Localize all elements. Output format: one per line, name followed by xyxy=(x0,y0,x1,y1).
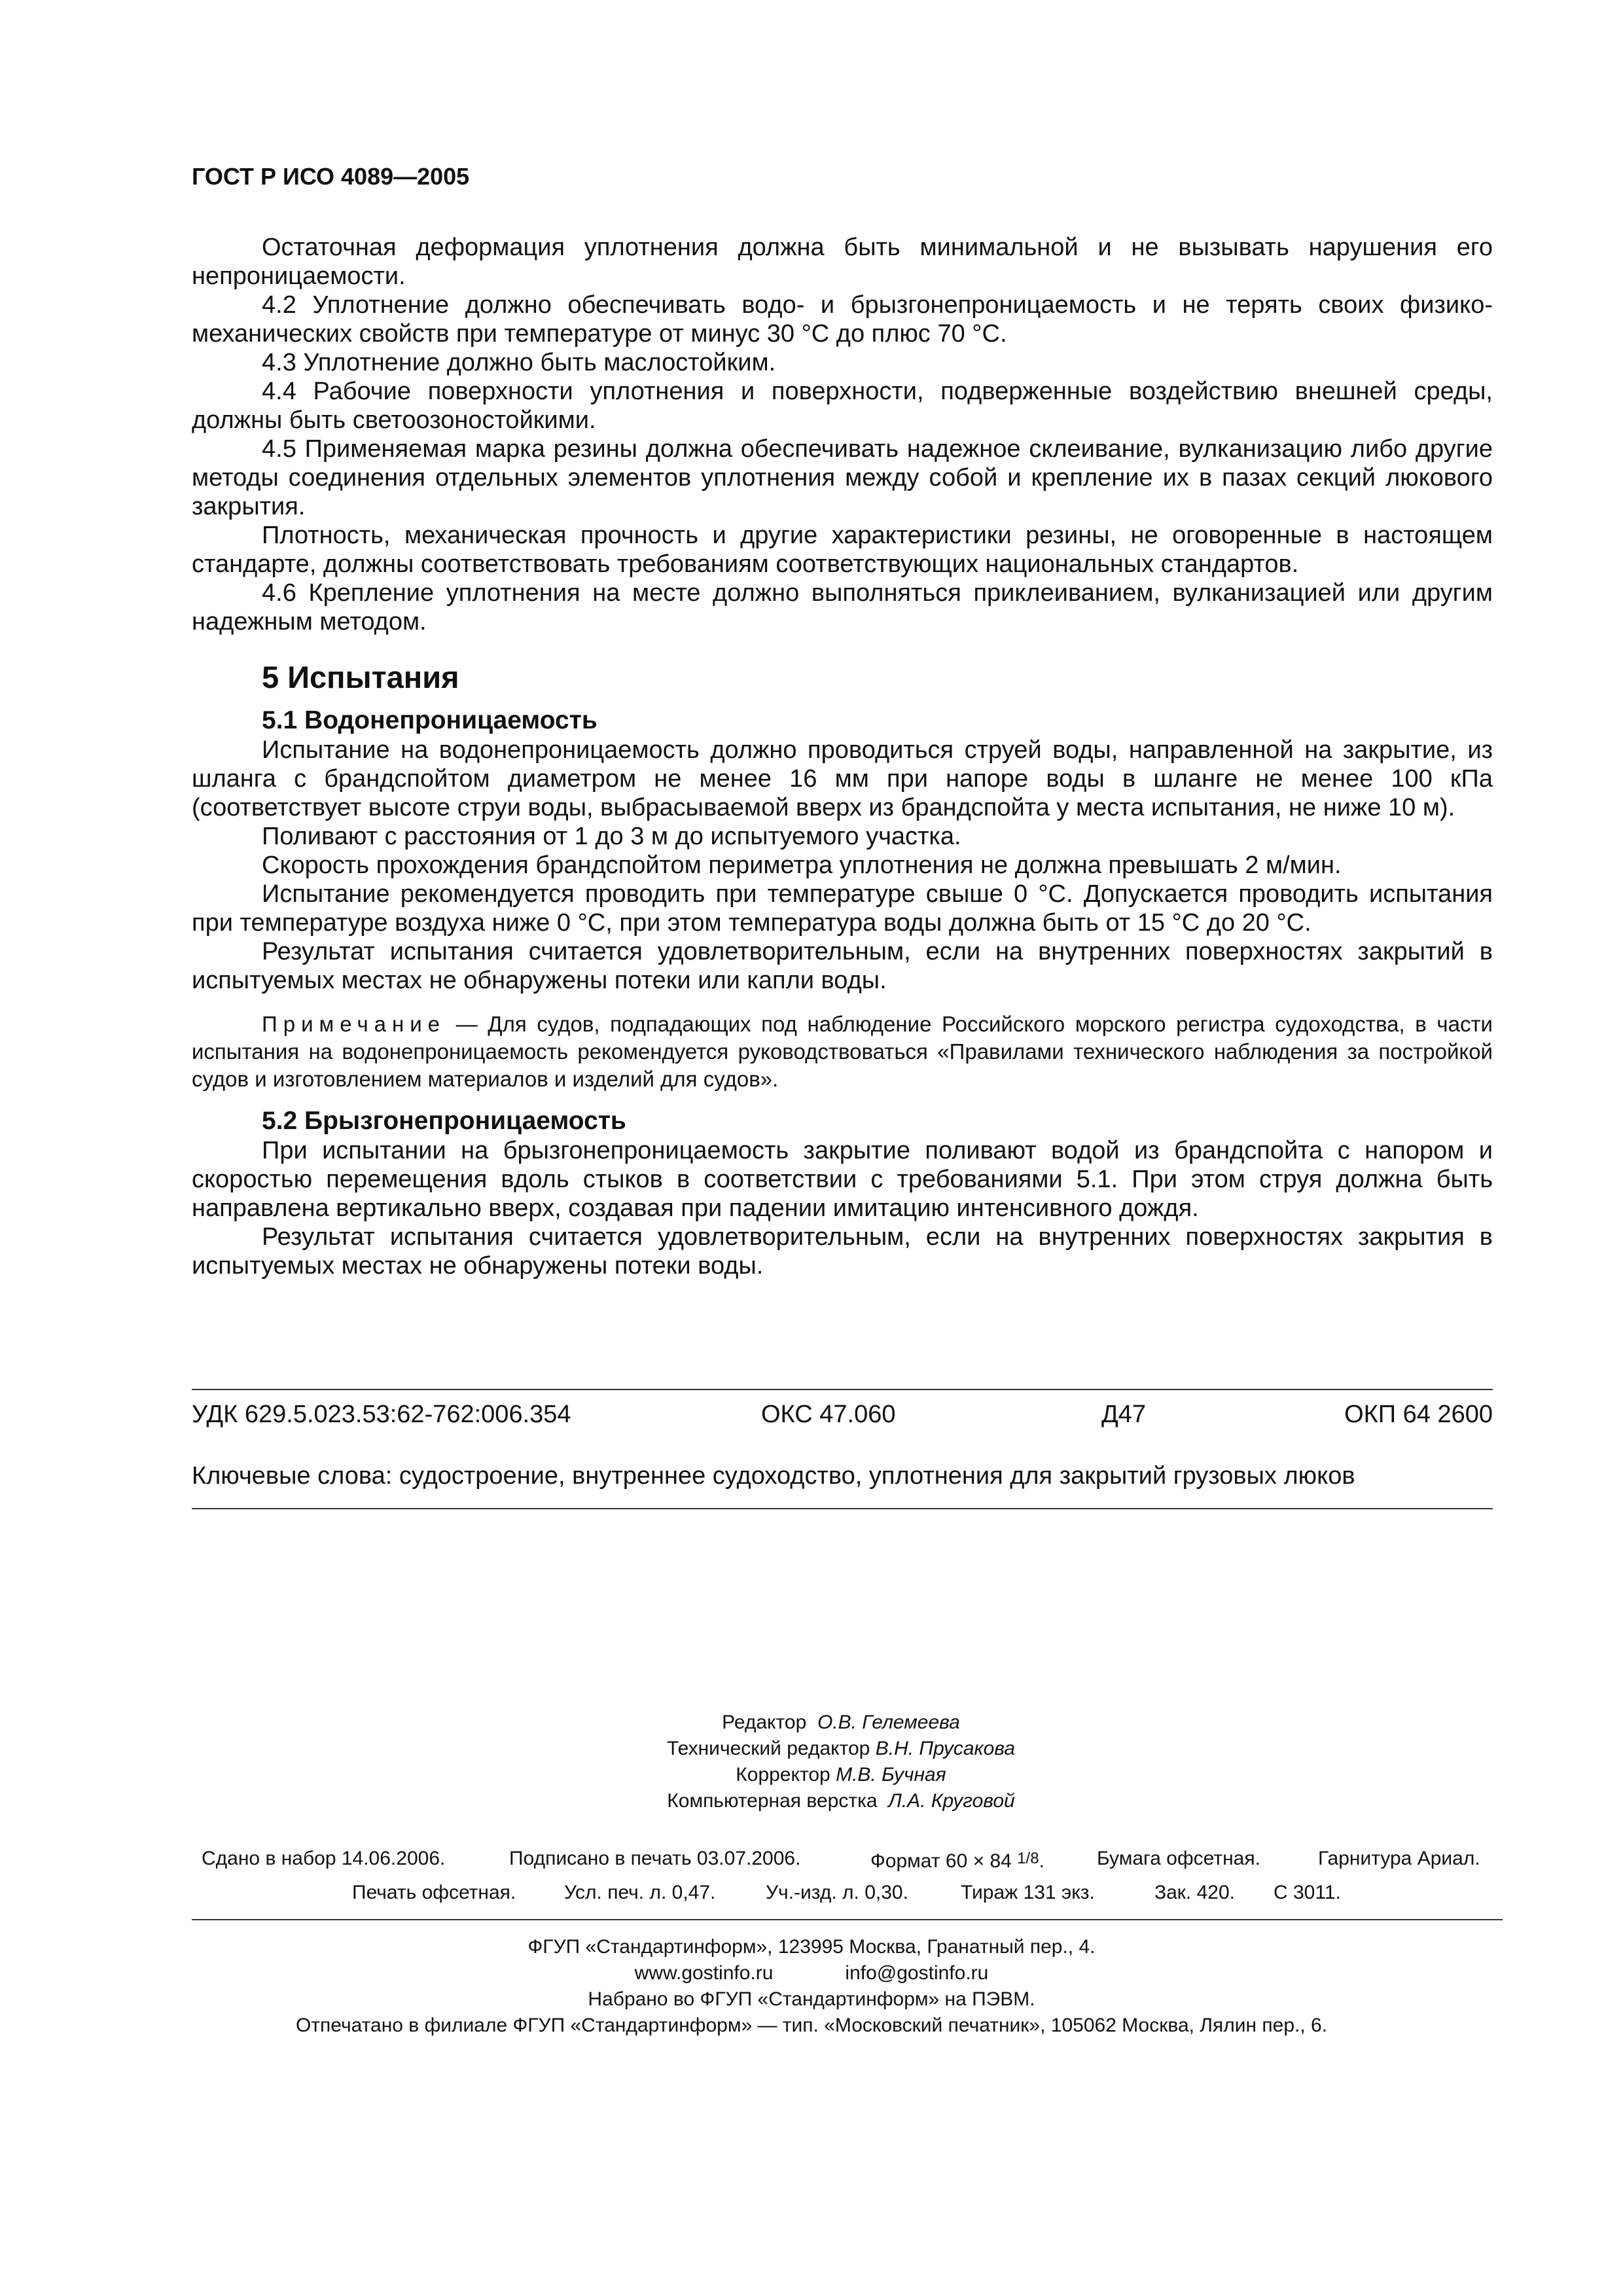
credit-corrector: Корректор М.В. Бучная xyxy=(736,1764,946,1785)
publisher-contacts xyxy=(0,1960,1623,1986)
subsection-5-1-title: 5.1 Водонепроницаемость xyxy=(262,706,597,734)
imprint-typeface: Гарнитура Ариал. xyxy=(1318,1848,1480,1869)
paragraph-5-1-speed: Скорость прохождения брандспойтом периметра уплотнения не должна превышать 2 м/мин. xyxy=(262,852,1342,879)
imprint-block xyxy=(0,1846,1623,1914)
paragraph-4-2: 4.2 Уплотнение должно обеспечивать водо- и брызгонепроницаемость и не терять своих физико-механических свойств при температуре от минус 30 °С до плюс 70 °С. xyxy=(192,291,1493,348)
note-label: Примечание xyxy=(262,1012,446,1036)
section-5-title: 5 Испытания xyxy=(262,660,459,694)
imprint-line-2 xyxy=(0,1880,1623,1914)
credit-editor: Редактор О.В. Гелемеева xyxy=(722,1712,960,1733)
paragraph-4-5: 4.5 Применяемая марка резины должна обеспечивать надежное склеивание, вулканизацию либо другие методы соединения отдельных элементов уплотнения между собой и крепление их в пазах секций люкового закрытия. xyxy=(192,435,1493,520)
udk-code: УДК 629.5.023.53:62-762:006.354 xyxy=(192,1401,571,1428)
paragraph-5-2-test-method: При испытании на брызгонепроницаемость закрытие поливают водой из брандспойта с напором и скоростью перемещения вдоль стыков в соответствии с требованиями 5.1. При этом струя должна быть направлена вертикально вверх, создавая при падении имитацию интенсивного дождя. xyxy=(192,1137,1493,1222)
d-code: Д47 xyxy=(1101,1401,1147,1428)
imprint-signed: Подписано в печать 03.07.2006. xyxy=(509,1848,801,1869)
credits-block xyxy=(0,1710,1623,1814)
note xyxy=(192,1011,1493,1093)
imprint-bottom-rule xyxy=(192,1919,1503,1920)
okp-code: ОКП 64 2600 xyxy=(1344,1401,1493,1428)
imprint-usl: Усл. печ. л. 0,47. xyxy=(564,1882,716,1903)
publisher-typeset: Набрано во ФГУП «Стандартинформ» на ПЭВМ. xyxy=(588,1988,1035,2010)
keywords-line: Ключевые слова: судостроение, внутреннее судоходство, уплотнения для закрытий грузовых люков xyxy=(192,1462,1355,1490)
paragraph-4-6: 4.6 Крепление уплотнения на месте должно выполняться приклеиванием, вулканизацией или другим надежным методом. xyxy=(192,579,1493,636)
imprint-format: Формат 60 × 84 $^{1/8}$. xyxy=(870,1850,1044,1872)
imprint-line-1 xyxy=(0,1846,1623,1880)
publisher-email-link[interactable]: info@gostinfo.ru xyxy=(845,1962,989,1984)
publisher-address: ФГУП «Стандартинформ», 123995 Москва, Гранатный пер., 4. xyxy=(527,1936,1096,1958)
page-header-standard-id: ГОСТ Р ИСО 4089—2005 xyxy=(192,163,470,190)
oks-code: ОКС 47.060 xyxy=(761,1401,896,1428)
publisher-block xyxy=(0,1934,1623,2039)
paragraph-4-4: 4.4 Рабочие поверхности уплотнения и поверхности, подверженные воздействию внешней среды, должны быть светоозоностойкими. xyxy=(192,378,1493,434)
paragraph-4-3: 4.3 Уплотнение должно быть маслостойким. xyxy=(262,349,776,376)
note-text: — Для судов, подпадающих под наблюдение Российского морского регистра судоходства, в части испытания на водонепроницаемость рекомендуется руководствоваться «Правилами технического наблюдения за постройкой судов и изготовлением материалов и изделий для судов». xyxy=(192,1012,1493,1091)
paragraph-5-2-result: Результат испытания считается удовлетворительным, если на внутренних поверхностях закрытия в испытуемых местах не обнаружены потеки воды. xyxy=(192,1223,1493,1280)
paragraph-5-1-result: Результат испытания считается удовлетворительным, если на внутренних поверхностях закрытий в испытуемых местах не обнаружены потеки или капли воды. xyxy=(192,938,1493,994)
imprint-tirazh: Тираж 131 экз. xyxy=(961,1882,1095,1903)
publisher-website-link[interactable]: www.gostinfo.ru xyxy=(634,1962,774,1984)
paragraph-5-1-distance: Поливают с расстояния от 1 до 3 м до испытуемого участка. xyxy=(262,823,961,850)
paragraph-5-1-temperature: Испытание рекомендуется проводить при температуре свыше 0 °С. Допускается проводить испытания при температуре воздуха ниже 0 °С, при этом температура воды должна быть от 15 °С до 20 °С. xyxy=(192,880,1493,937)
classification-top-rule xyxy=(192,1389,1493,1390)
publisher-printed: Отпечатано в филиале ФГУП «Стандартинформ» — тип. «Московский печатник», 105062 Москва, Лялин пер., 6. xyxy=(295,2015,1328,2036)
imprint-c: С 3011. xyxy=(1274,1882,1341,1903)
subsection-5-2-title: 5.2 Брызгонепроницаемость xyxy=(262,1107,626,1135)
credit-tech-editor: Технический редактор В.Н. Прусакова xyxy=(666,1738,1016,1759)
imprint-zak: Зак. 420. xyxy=(1154,1882,1235,1903)
keywords-bottom-rule xyxy=(192,1508,1493,1509)
imprint-print: Печать офсетная. xyxy=(352,1882,516,1903)
paragraph-4-5-density: Плотность, механическая прочность и другие характеристики резины, не оговоренные в настоящем стандарте, должны соответствовать требованиям соответствующих национальных стандартов. xyxy=(192,522,1493,578)
paragraph-residual-deformation: Остаточная деформация уплотнения должна быть минимальной и не вызывать нарушения его непроницаемости. xyxy=(192,234,1493,290)
paragraph-5-1-test-method: Испытание на водонепроницаемость должно проводиться струей воды, направленной на закрытие, из шланга с брандспойтом диаметром не менее 16 мм при напоре воды в шланге не менее 100 кПа (соответствует высоте струи воды, выбрасываемой вверх из брандспойта у места испытания, не ниже 10 м). xyxy=(192,736,1493,821)
imprint-uch: Уч.-изд. л. 0,30. xyxy=(766,1882,908,1903)
body-text xyxy=(192,233,1493,1280)
credit-layout: Компьютерная верстка Л.А. Круговой xyxy=(667,1790,1015,1812)
imprint-paper: Бумага офсетная. xyxy=(1097,1848,1260,1869)
imprint-sent: Сдано в набор 14.06.2006. xyxy=(202,1848,446,1869)
